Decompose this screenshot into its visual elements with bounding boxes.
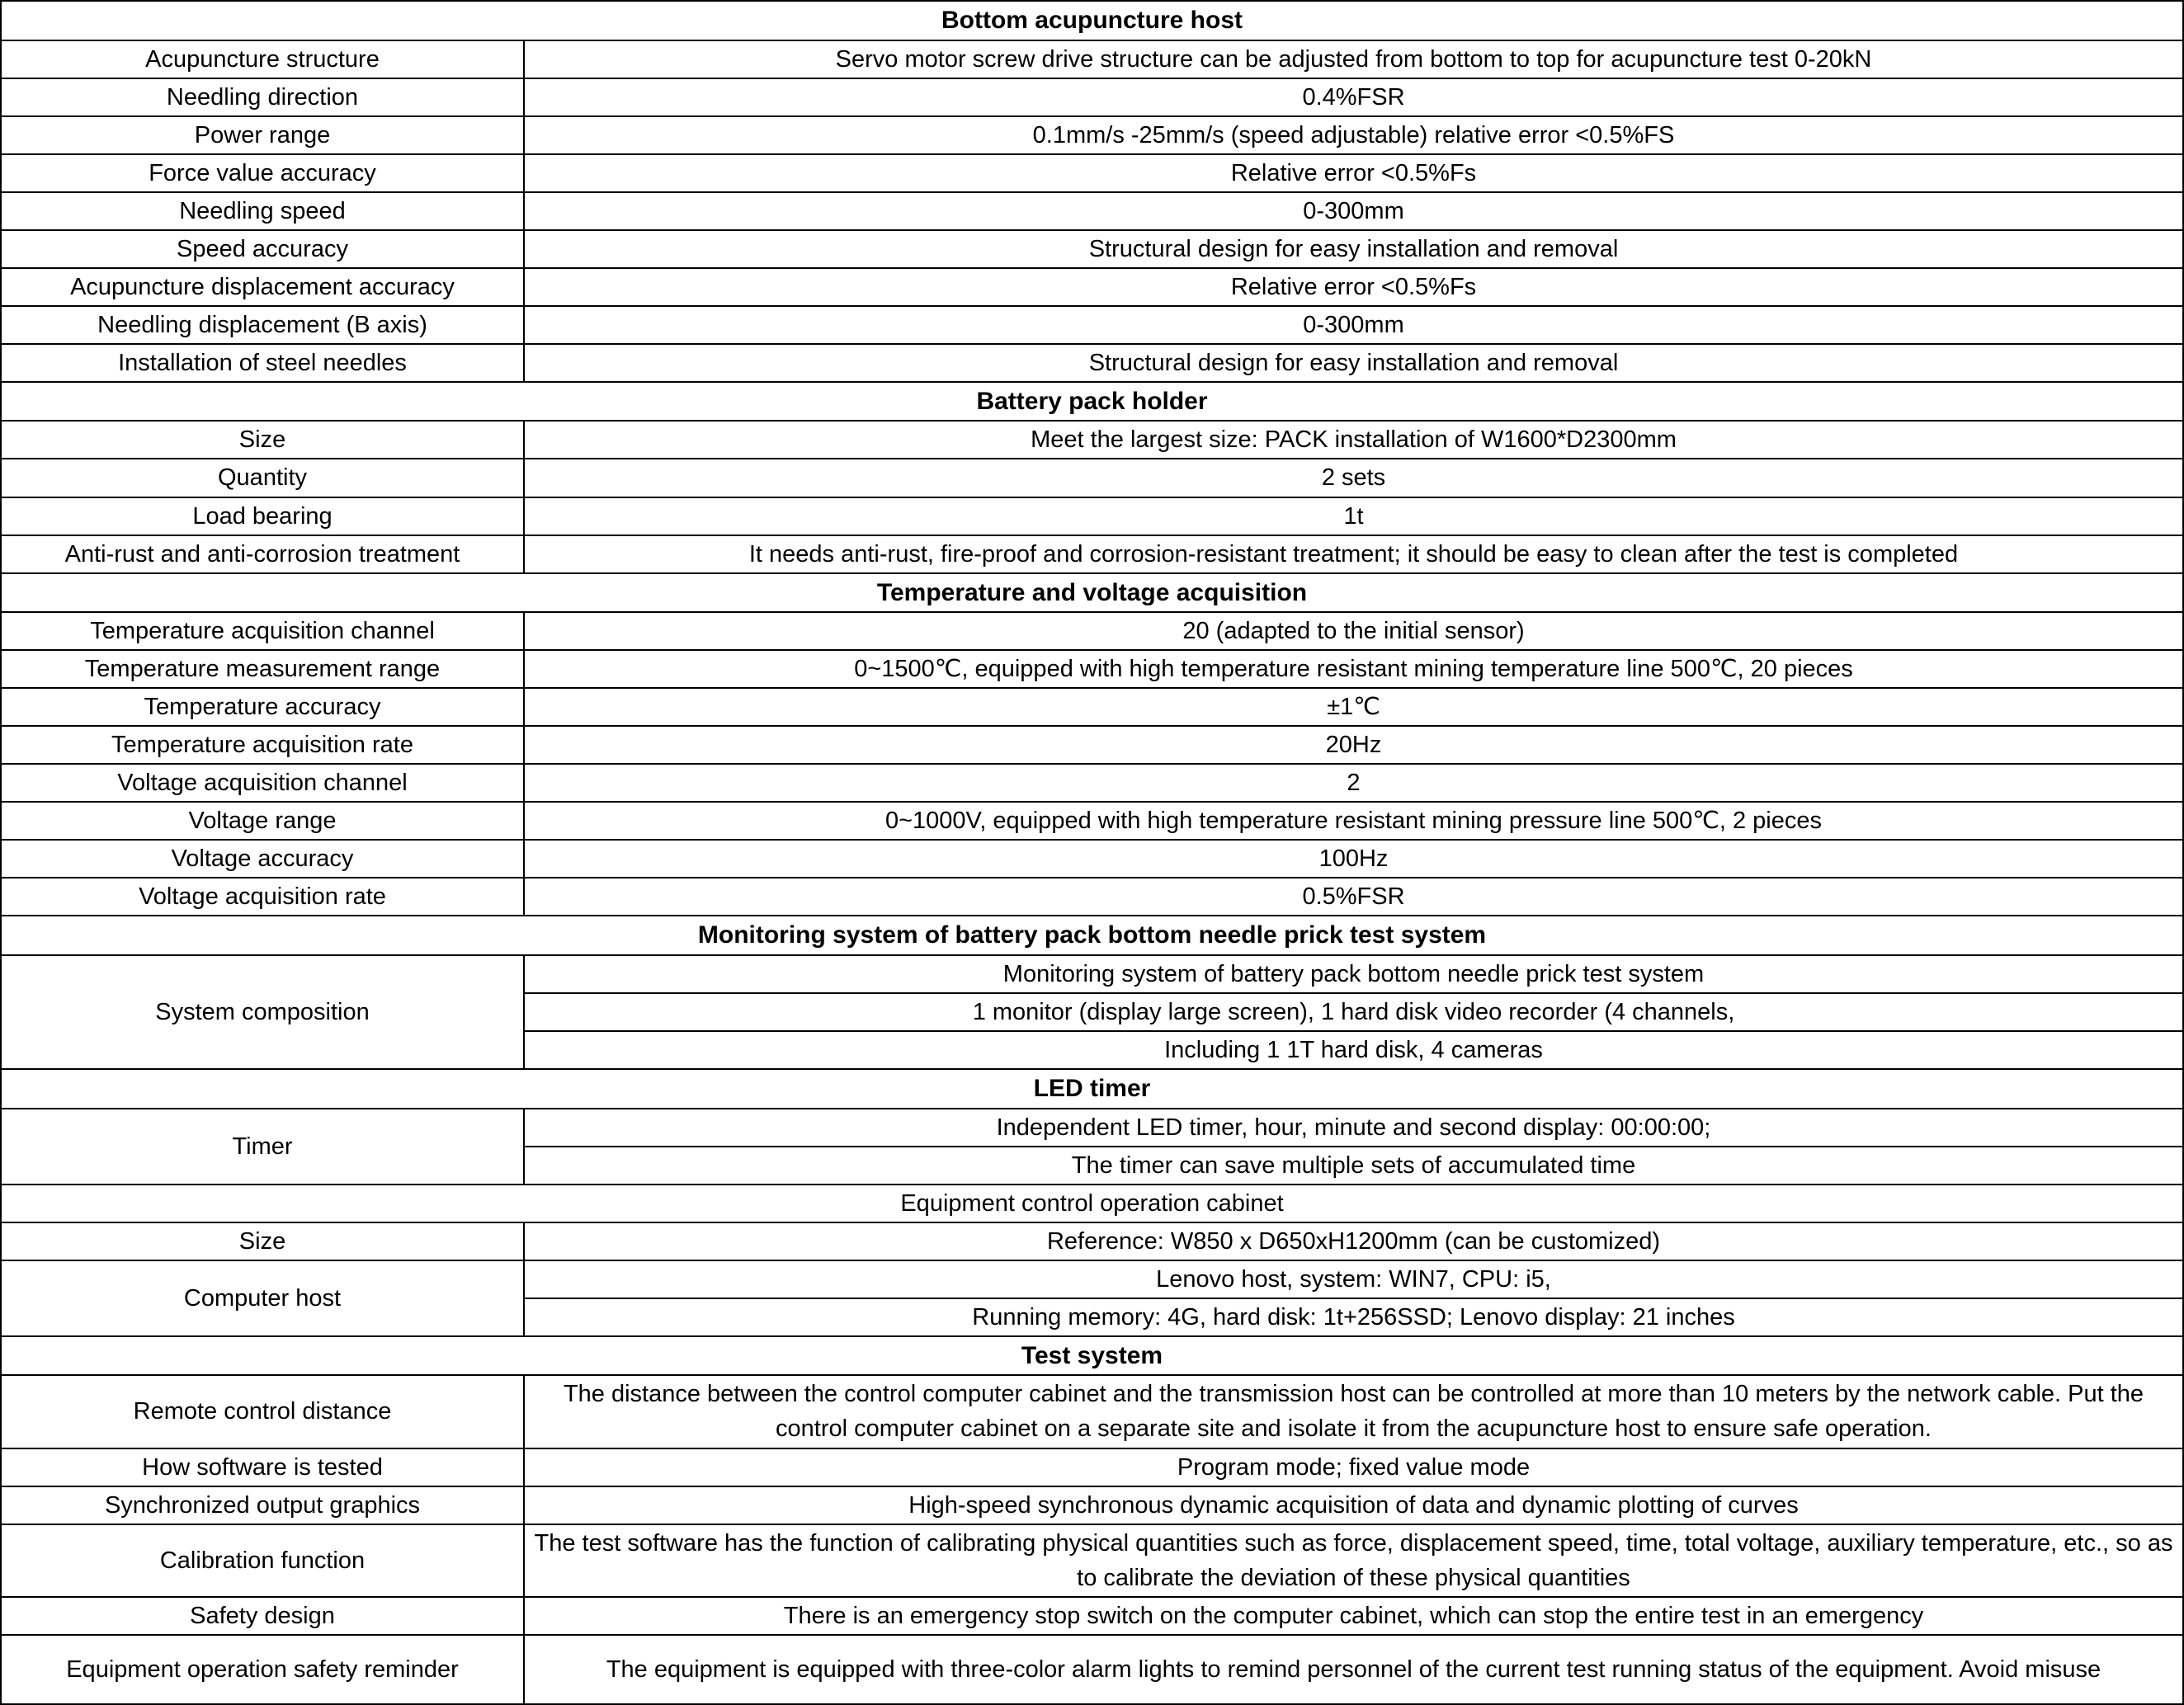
row-label: Equipment operation safety reminder — [1, 1635, 524, 1704]
row-label: Needling displacement (B axis) — [1, 306, 524, 344]
row-label: Power range — [1, 116, 524, 154]
row-value: Structural design for easy installation and removal — [524, 230, 2183, 268]
row-value: ±1℃ — [524, 688, 2183, 726]
row-value: 100Hz — [524, 840, 2183, 878]
section-header-monitoring-system: Monitoring system of battery pack bottom needle prick test system — [1, 916, 2183, 955]
row-value: The test software has the function of calibrating physical quantities such as force, displacement speed, time, total voltage, auxiliary temperature, etc., so as to calibrate the deviation of these physical quantities — [524, 1524, 2183, 1597]
row-label: Temperature accuracy — [1, 688, 524, 726]
row-label: Timer — [1, 1109, 524, 1185]
row-value: 0.1mm/s -25mm/s (speed adjustable) relative error <0.5%FS — [524, 116, 2183, 154]
row-value: There is an emergency stop switch on the computer cabinet, which can stop the entire test in an emergency — [524, 1597, 2183, 1635]
row-label: Temperature acquisition channel — [1, 612, 524, 650]
row-label: Temperature measurement range — [1, 650, 524, 688]
row-label: Calibration function — [1, 1524, 524, 1597]
row-value: 0~1000V, equipped with high temperature resistant mining pressure line 500℃, 2 pieces — [524, 802, 2183, 840]
section-header-equipment-control-cabinet: Equipment control operation cabinet — [1, 1185, 2183, 1222]
row-value: Structural design for easy installation and removal — [524, 344, 2183, 382]
row-value: The distance between the control computer cabinet and the transmission host can be controlled at more than 10 meters by the network cable. Put the control computer cabinet on a separate site and isolate it from the acupuncture host to ensure safe operation. — [524, 1375, 2183, 1448]
row-label: Voltage range — [1, 802, 524, 840]
row-value: 2 sets — [524, 459, 2183, 497]
row-value: Lenovo host, system: WIN7, CPU: i5, — [524, 1260, 2183, 1298]
row-label: Needling direction — [1, 78, 524, 116]
row-label: Speed accuracy — [1, 230, 524, 268]
row-value: Reference: W850 x D650xH1200mm (can be customized) — [524, 1222, 2183, 1260]
row-label: Acupuncture displacement accuracy — [1, 268, 524, 306]
row-value: 2 — [524, 764, 2183, 802]
row-label: Anti-rust and anti-corrosion treatment — [1, 535, 524, 573]
row-value: 0-300mm — [524, 192, 2183, 230]
section-header-led-timer: LED timer — [1, 1069, 2183, 1109]
section-header-bottom-acupuncture-host: Bottom acupuncture host — [1, 1, 2183, 40]
row-label: Voltage acquisition rate — [1, 878, 524, 916]
row-label: Needling speed — [1, 192, 524, 230]
row-label: Synchronized output graphics — [1, 1486, 524, 1524]
row-value: Meet the largest size: PACK installation of W1600*D2300mm — [524, 421, 2183, 459]
row-label: System composition — [1, 955, 524, 1069]
row-value: It needs anti-rust, fire-proof and corrosion-resistant treatment; it should be easy to clean after the test is completed — [524, 535, 2183, 573]
row-label: Size — [1, 1222, 524, 1260]
row-value: Relative error <0.5%Fs — [524, 268, 2183, 306]
row-label: Size — [1, 421, 524, 459]
row-value: 0.4%FSR — [524, 78, 2183, 116]
row-value: Servo motor screw drive structure can be adjusted from bottom to top for acupuncture test 0-20kN — [524, 40, 2183, 78]
section-header-test-system: Test system — [1, 1336, 2183, 1376]
row-label: Quantity — [1, 459, 524, 497]
row-value: Including 1 1T hard disk, 4 cameras — [524, 1031, 2183, 1069]
row-label: Voltage accuracy — [1, 840, 524, 878]
row-value: Running memory: 4G, hard disk: 1t+256SSD; Lenovo display: 21 inches — [524, 1298, 2183, 1336]
row-value: 0-300mm — [524, 306, 2183, 344]
row-value: 20 (adapted to the initial sensor) — [524, 612, 2183, 650]
row-value: Program mode; fixed value mode — [524, 1448, 2183, 1486]
row-label: Remote control distance — [1, 1375, 524, 1448]
row-value: Monitoring system of battery pack bottom needle prick test system — [524, 955, 2183, 993]
section-header-battery-pack-holder: Battery pack holder — [1, 382, 2183, 422]
row-label: Voltage acquisition channel — [1, 764, 524, 802]
row-value: Relative error <0.5%Fs — [524, 154, 2183, 192]
row-label: Temperature acquisition rate — [1, 726, 524, 764]
row-value: High-speed synchronous dynamic acquisition of data and dynamic plotting of curves — [524, 1486, 2183, 1524]
row-value: 1t — [524, 497, 2183, 535]
row-value: 0.5%FSR — [524, 878, 2183, 916]
row-value: 0~1500℃, equipped with high temperature resistant mining temperature line 500℃, 20 pieces — [524, 650, 2183, 688]
row-value: The timer can save multiple sets of accumulated time — [524, 1147, 2183, 1185]
row-value: Independent LED timer, hour, minute and second display: 00:00:00; — [524, 1109, 2183, 1147]
row-label: How software is tested — [1, 1448, 524, 1486]
row-value: 20Hz — [524, 726, 2183, 764]
row-label: Safety design — [1, 1597, 524, 1635]
row-label: Load bearing — [1, 497, 524, 535]
row-label: Installation of steel needles — [1, 344, 524, 382]
row-value: 1 monitor (display large screen), 1 hard disk video recorder (4 channels, — [524, 993, 2183, 1031]
row-label: Acupuncture structure — [1, 40, 524, 78]
row-value: The equipment is equipped with three-color alarm lights to remind personnel of the current test running status of the equipment. Avoid misuse — [524, 1635, 2183, 1704]
section-header-temperature-voltage: Temperature and voltage acquisition — [1, 573, 2183, 613]
row-label: Computer host — [1, 1260, 524, 1336]
row-label: Force value accuracy — [1, 154, 524, 192]
